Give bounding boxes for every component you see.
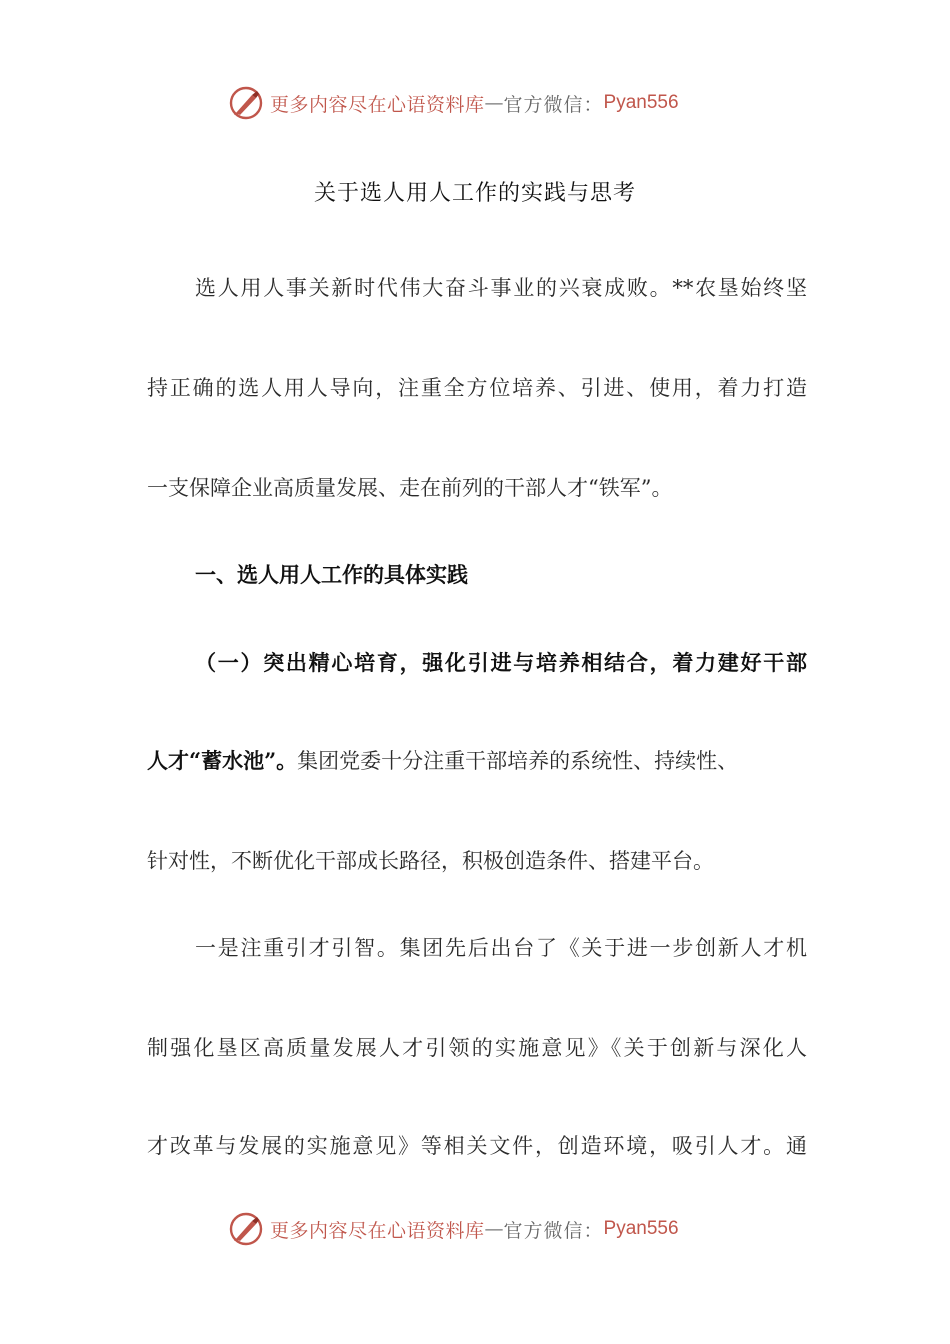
header-banner: [228, 83, 679, 123]
banner-text: 更多内容尽在心语资料库: [270, 1219, 485, 1242]
banner-wechat-id: Pyan556: [603, 1218, 679, 1239]
banner-wechat-id: Pyan556: [603, 92, 679, 113]
footer-banner: [228, 1209, 679, 1249]
banner-wechat-label: 官方微信：: [503, 1219, 604, 1242]
body-line: [147, 745, 807, 775]
body-line: 持正确的选人用人导向，注重全方位培养、引进、使用，着力打造: [147, 376, 807, 400]
subsection-heading: （一）突出精心培育，强化引进与培养相结合，着力建好干部: [195, 650, 807, 675]
banner-separator: —: [484, 1218, 504, 1240]
banner-text: 更多内容尽在心语资料库: [270, 93, 485, 116]
body-text: 集团党委十分注重干部培养的系统性、持续性、: [297, 749, 739, 773]
body-line: 一支保障企业高质量发展、走在前列的干部人才“铁军”。: [147, 476, 673, 500]
banner-separator: —: [484, 92, 504, 114]
section-heading: 一、选人用人工作的具体实践: [195, 562, 468, 587]
body-line: 选人用人事关新时代伟大奋斗事业的兴衰成败。**农垦始终坚: [195, 276, 807, 300]
body-line: 一是注重引才引智。集团先后出台了《关于进一步创新人才机: [195, 936, 807, 960]
body-line: 针对性，不断优化干部成长路径，积极创造条件、搭建平台。: [147, 849, 714, 873]
document-title: 关于选人用人工作的实践与思考: [313, 181, 636, 206]
pen-logo-icon: [228, 85, 264, 121]
banner-wechat-label: 官方微信：: [503, 93, 604, 116]
subsection-heading-tail: 人才“蓄水池”。: [147, 748, 298, 773]
body-line: 才改革与发展的实施意见》等相关文件，创造环境，吸引人才。通: [147, 1134, 807, 1158]
body-line: 制强化垦区高质量发展人才引领的实施意见》《关于创新与深化人: [147, 1036, 807, 1060]
pen-logo-icon: [228, 1211, 264, 1247]
